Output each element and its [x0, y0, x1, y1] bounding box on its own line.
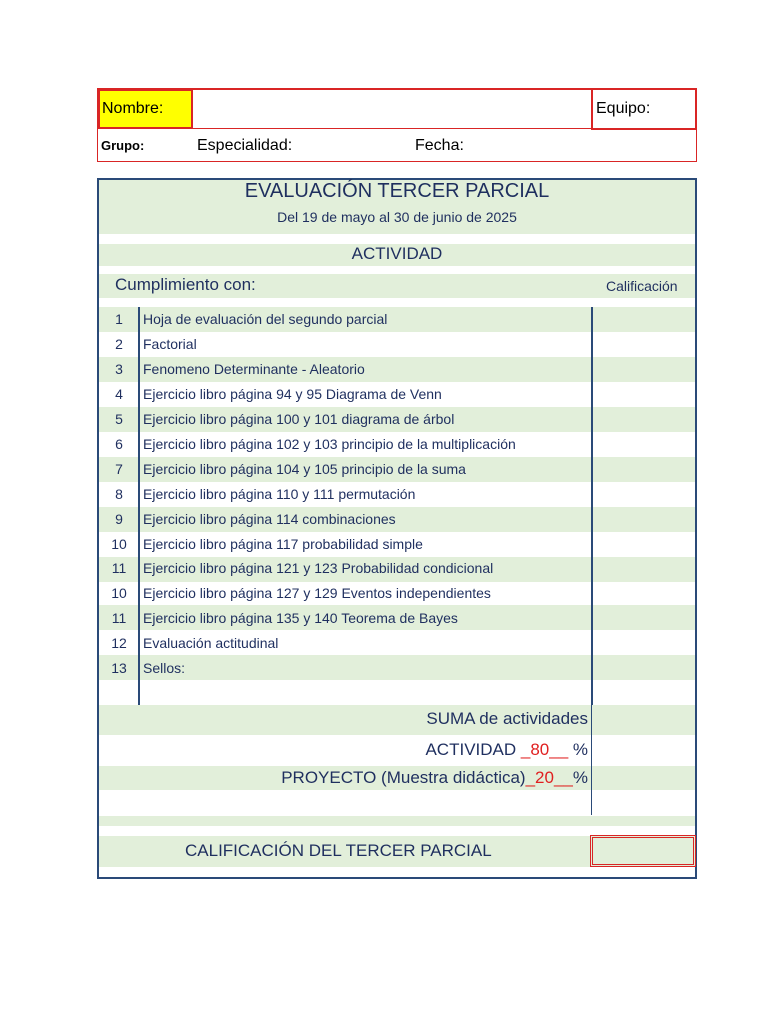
item-text: Fenomeno Determinante - Aleatorio	[143, 361, 365, 377]
nombre-label: Nombre:	[98, 89, 193, 129]
item-number: 11	[111, 560, 127, 576]
especialidad-label: Especialidad:	[197, 137, 293, 154]
row-band	[99, 816, 695, 826]
item-text: Ejercicio libro página 94 y 95 Diagrama de Venn	[143, 386, 442, 402]
item-number: 8	[115, 486, 123, 502]
nombre-field[interactable]	[193, 89, 591, 129]
item-number: 4	[115, 386, 123, 402]
item-number: 6	[115, 436, 123, 452]
project-percentage-label: PROYECTO (Muestra didáctica)	[281, 768, 526, 787]
item-number: 3	[115, 361, 123, 377]
item-text: Sellos:	[143, 660, 186, 676]
final-grade-field[interactable]	[590, 835, 696, 867]
item-text: Hoja de evaluación del segundo parcial	[143, 311, 388, 327]
item-number: 11	[111, 610, 127, 626]
item-text: Evaluación actitudinal	[143, 635, 279, 651]
item-text: Ejercicio libro página 121 y 123 Probabilidad condicional	[143, 560, 494, 576]
equipo-field[interactable]: Equipo:	[591, 88, 697, 130]
compliance-label: Cumplimiento con:	[115, 275, 256, 294]
fecha-label: Fecha:	[415, 137, 464, 154]
activity-percentage-value: _80__	[520, 740, 569, 759]
item-number: 10	[111, 585, 127, 601]
grade-column-header: Calificación	[606, 278, 678, 294]
item-text: Ejercicio libro página 102 y 103 principio de la multiplicación	[143, 436, 516, 452]
column-divider	[591, 705, 592, 815]
item-number: 12	[111, 635, 127, 651]
item-number: 13	[111, 660, 127, 676]
row-band	[99, 705, 695, 735]
item-number: 9	[115, 511, 123, 527]
evaluation-date-range: Del 19 de mayo al 30 de junio de 2025	[277, 209, 517, 225]
project-percentage-row	[281, 765, 588, 791]
percent-sign: %	[568, 740, 588, 759]
item-text: Factorial	[143, 336, 197, 352]
evaluation-title: EVALUACIÓN TERCER PARCIAL	[244, 180, 550, 202]
item-number: 2	[115, 336, 123, 352]
percent-sign: %	[572, 768, 588, 787]
item-text: Ejercicio libro página 127 y 129 Eventos independientes	[143, 585, 491, 601]
item-text: Ejercicio libro página 110 y 111 permutación	[143, 486, 416, 502]
row-band	[99, 655, 695, 680]
activity-heading: ACTIVIDAD	[351, 244, 443, 263]
column-divider	[591, 307, 593, 705]
activity-percentage-row	[425, 737, 588, 763]
item-text: Ejercicio libro página 100 y 101 diagrama de árbol	[143, 411, 455, 427]
activity-percentage-label: ACTIVIDAD	[425, 740, 521, 759]
final-grade-label: CALIFICACIÓN DEL TERCER PARCIAL	[185, 841, 492, 860]
item-number: 10	[111, 536, 127, 552]
item-number: 1	[115, 311, 123, 327]
sum-activities-label: SUMA de actividades	[426, 709, 588, 728]
item-text: Ejercicio libro página 114 combinaciones	[143, 511, 396, 527]
column-divider	[138, 307, 140, 705]
item-text: Ejercicio libro página 117 probabilidad simple	[143, 536, 423, 552]
grupo-label: Grupo:	[101, 138, 145, 153]
item-text: Ejercicio libro página 135 y 140 Teorema de Bayes	[143, 610, 458, 626]
item-text: Ejercicio libro página 104 y 105 principio de la suma	[143, 461, 466, 477]
project-percentage-value: _20__	[525, 768, 573, 787]
item-number: 5	[115, 411, 123, 427]
item-number: 7	[115, 461, 123, 477]
